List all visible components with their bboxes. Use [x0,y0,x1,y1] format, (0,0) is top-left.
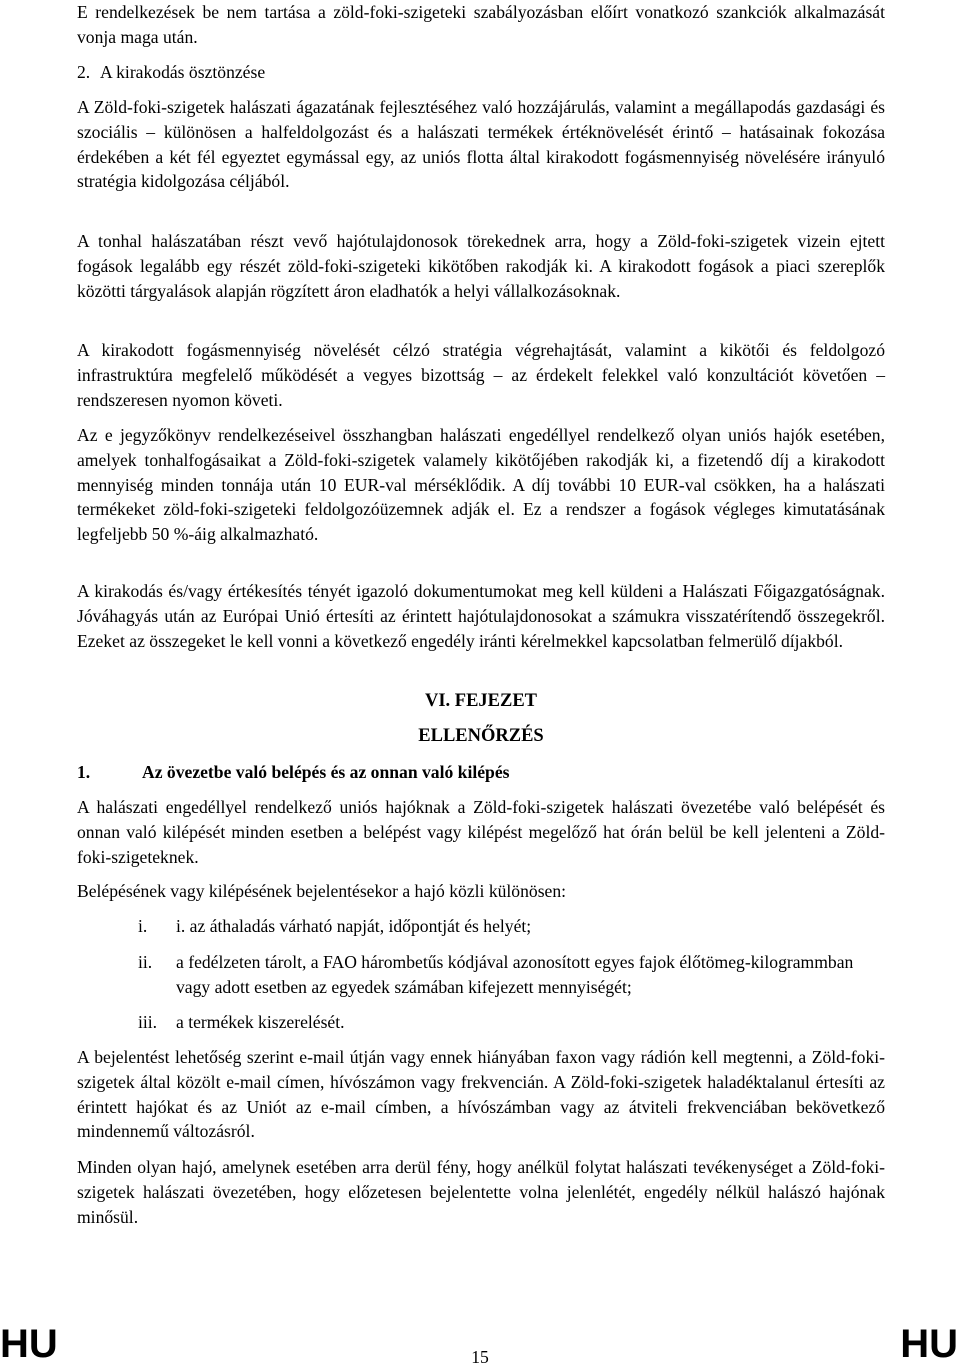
section-1-number: 1. [77,762,91,782]
section-1-heading [77,760,509,785]
footer-language-right: HU [900,1322,958,1366]
chapter-title: ELLENŐRZÉS [418,726,544,746]
list-marker: iii. [138,1012,158,1033]
section-1-paragraph-2: Belépésének vagy kilépésének bejelentésekor a hajó közli különösen: [77,881,567,901]
list-text: a termékek kiszerelését. [176,1012,345,1033]
list-item [138,950,885,1000]
section-1-paragraph-1: A halászati engedéllyel rendelkező uniós hajóknak a Zöld-foki-szigetek halászati övezetébe való belépését és onnan való kilépését minden esetben a belépést vagy kilépést megelőző hat órán belül be kell jelenteni a Zöld-foki-szigeteknek. [77,797,885,867]
page-number: 15 [471,1347,489,1367]
section-2-paragraph-2: A tonhal halászatában részt vevő hajótulajdonosok törekednek arra, hogy a Zöld-foki-szigetek vizein ejtett fogások legalább egy részét zöld-foki-szigeteki kikötőben rakodják ki. A kirakodott fogások a piaci szereplők közötti tárgyalások alapján rögzített áron eladhatók a helyi vállalkozásoknak. [77,231,885,301]
section-2-paragraph-3: A kirakodott fogásmennyiség növelését célzó stratégia végrehajtását, valamint a kikötői és feldolgozó infrastruktúra megfelelő működését a vegyes bizottság – az érdekelt felekkel való konzultációt követően – rendszeresen nyomon követi. [77,340,885,410]
section-1-paragraph-4: Minden olyan hajó, amelynek esetében arra derül fény, hogy anélkül folytat halászati tevékenységet a Zöld-foki-szigetek halászati övezetében, hogy előzetesen bejelentette volna jelenlétét, engedély nélkül halászó hajónak minősül. [77,1157,885,1227]
list-text: i. az áthaladás várható napját, időpontját és helyét; [176,916,532,936]
section-2-paragraph-5: A kirakodás és/vagy értékesítés tényét igazoló dokumentumokat meg kell küldeni a Halászati Főigazgatóságnak. Jóváhagyás után az Európai Unió értesíti az érintett hajótulajdonosokat a számukra visszatérítendő összegekről. Ezeket az összegeket le kell vonni a következő engedély iránti kérelmekkel kapcsolatban felmerülő díjakból. [77,581,885,651]
list-marker: ii. [138,951,153,972]
section-1-paragraph-3: A bejelentést lehetőség szerint e-mail útján vagy ennek hiányában faxon vagy rádión kell megtenni, a Zöld-foki-szigetek által közölt e-mail címen, hívószámon vagy frekvencián. A Zöld-foki-szigetek haladéktalanul értesíti az érintett hajókat és az Uniót az e-mail címben, a hívószámban vagy az átviteli frekvenciában bekövetkező mindennemű változásról. [77,1047,885,1142]
section-2-paragraph-4: Az e jegyzőkönyv rendelkezéseivel összhangban halászati engedéllyel rendelkező olyan uniós hajók esetében, amelyek tonhalfogásaikat a Zöld-foki-szigetek valamely kikötőjében rakodják ki, a fizetendő díj a kirakodott mennyiség minden tonnája után 10 EUR-val mérséklődik. A díj további 10 EUR-val csökken, ha a halászati termékeket zöld-foki-szigeteki feldolgozóüzemnek adják el. Ez a rendszer a fogások végleges kimutatásának legfeljebb 50 %-áig alkalmazható. [77,425,885,545]
section-1-title: Az övezetbe való belépés és az onnan való kilépés [142,762,510,782]
section-2-heading [77,60,265,85]
section-2-title: A kirakodás ösztönzése [100,62,266,82]
notification-list [138,914,885,1046]
list-item [138,914,885,939]
list-item [138,1010,885,1035]
section-2-number: 2. [77,62,91,82]
section-2-paragraph-1: A Zöld-foki-szigetek halászati ágazatának fejlesztéséhez való hozzájárulás, valamint a megállapodás gazdasági és szociális – különösen a halfeldolgozást és a halászati termékek értéknövelését érintő – hatásainak fokozása érdekében a két fél egyeztet egymással egy, az uniós flotta által kirakodott fogásmennyiség növelésére irányuló stratégia kidolgozása céljából. [77,97,885,192]
list-text: a fedélzeten tárolt, a FAO hárombetűs kódjával azonosított egyes fajok élőtömeg-kilogrammban vagy adott esetben az egyedek számában kifejezett mennyiségét; [176,951,854,997]
chapter-number: VI. FEJEZET [424,691,538,711]
footer-language-left: HU [0,1322,58,1366]
intro-paragraph: E rendelkezések be nem tartása a zöld-foki-szigeteki szabályozásban előírt vonatkozó szankciók alkalmazását vonja maga után. [77,2,885,47]
list-marker: i. [138,916,148,936]
